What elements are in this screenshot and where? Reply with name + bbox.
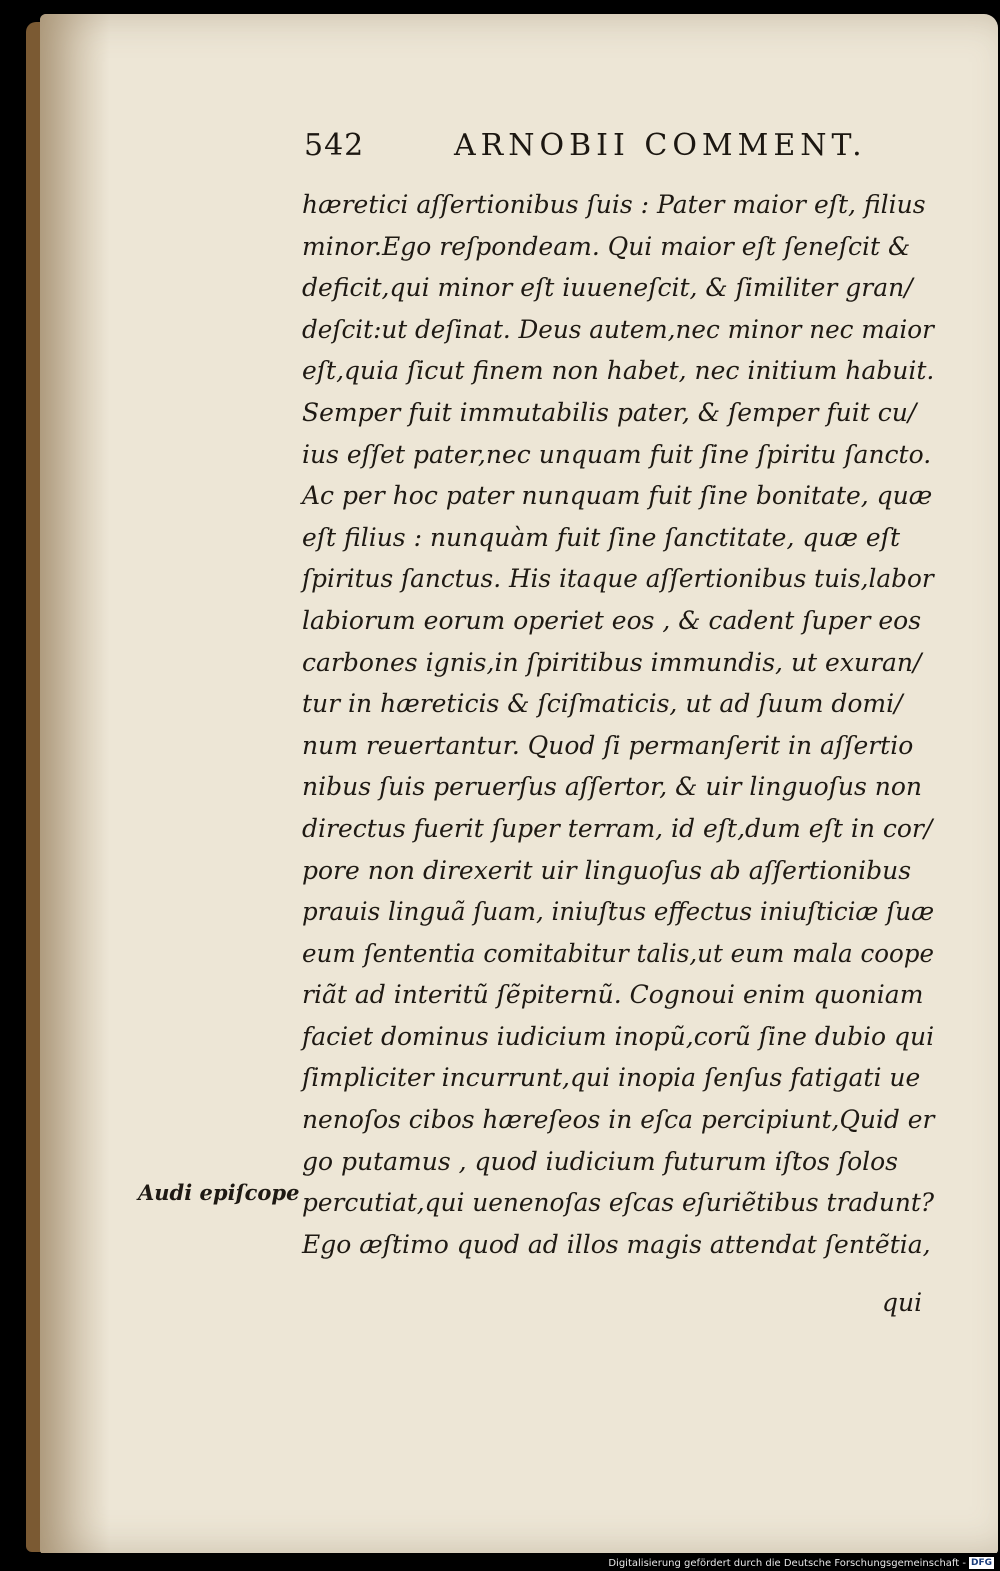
- text-line: eum ſententia comitabitur talis,ut eum mala coope: [302, 938, 935, 968]
- text-line: num reuertantur. Quod ſi permanſerit in aſſertio: [302, 730, 914, 760]
- running-head: ARNOBII COMMENT.: [454, 128, 867, 163]
- text-line: minor.Ego reſpondeam. Qui maior eſt ſeneſcit &: [302, 231, 911, 261]
- text-line: pore non direxerit uir linguoſus ab aſſertionibus: [302, 855, 912, 885]
- text-line: eſt,quia ſicut finem non habet, nec initium habuit.: [302, 356, 935, 386]
- dfg-logo: DFG: [970, 1558, 992, 1568]
- text-line: Ac per hoc pater nunquam fuit ſine bonitate, quæ: [302, 481, 933, 511]
- text-line: Ego æſtimo quod ad illos magis attendat ſentẽtia,: [302, 1229, 931, 1259]
- gutter-shadow: [40, 14, 110, 1554]
- text-line: hæretici aſſertionibus ſuis : Pater maior eſt, filius: [302, 190, 926, 219]
- footer-bar: [0, 1553, 1000, 1571]
- text-line: Semper fuit immutabilis pater, & ſemper fuit cu/: [302, 397, 917, 427]
- page-header: [302, 128, 932, 178]
- footer-credit: Digitalisierung gefördert durch die Deutsche Forschungsgemeinschaft -: [608, 1558, 966, 1569]
- text-line: eſt filius : nunquàm fuit ſine ſanctitate, quæ eſt: [302, 522, 900, 552]
- text-line: labiorum eorum operiet eos , & cadent ſuper eos: [302, 605, 922, 635]
- text-line: go putamus , quod iudicium futurum iſtos ſolos: [302, 1146, 898, 1176]
- text-line: prauis linguã ſuam, iniuſtus effectus iniuſticiæ ſuæ: [302, 897, 935, 927]
- text-line: deſcit:ut deſinat. Deus autem,nec minor nec maior: [302, 314, 934, 344]
- text-line: ius eſſet pater,nec unquam fuit ſine ſpiritu ſancto.: [302, 439, 932, 469]
- page-number: 542: [304, 128, 365, 163]
- text-line: directus fuerit ſuper terram, id eſt,dum eſt in cor/: [302, 813, 933, 843]
- text-line: riãt ad interitũ ſẽpiternũ. Cognoui enim quoniam: [302, 980, 924, 1010]
- text-line: ſimpliciter incurrunt,qui inopia ſenſus fatigati ue: [302, 1063, 921, 1093]
- catchword: qui: [882, 1288, 923, 1317]
- text-line: carbones ignis,in ſpiritibus immundis, ut exuran/: [302, 647, 922, 677]
- marginal-note: Audi epiſcope: [138, 1180, 300, 1205]
- text-line: ſpiritus ſanctus. His itaque aſſertionibus tuis,labor: [302, 564, 934, 594]
- body-text: [302, 184, 942, 1265]
- text-line: deficit,qui minor eſt iuueneſcit, & ſimiliter gran/: [302, 273, 913, 303]
- text-line: nenoſos cibos hæreſeos in eſca percipiunt,Quid er: [302, 1105, 935, 1135]
- text-line: tur in hæreticis & ſciſmaticis, ut ad ſuum domi/: [302, 689, 903, 719]
- text-line: faciet dominus iudicium inopũ,corũ ſine dubio qui: [302, 1021, 935, 1051]
- text-line: percutiat,qui uenenoſas eſcas eſuriẽtibus tradunt?: [302, 1188, 935, 1218]
- text-line: nibus ſuis peruerſus aſſertor, & uir linguoſus non: [302, 772, 923, 802]
